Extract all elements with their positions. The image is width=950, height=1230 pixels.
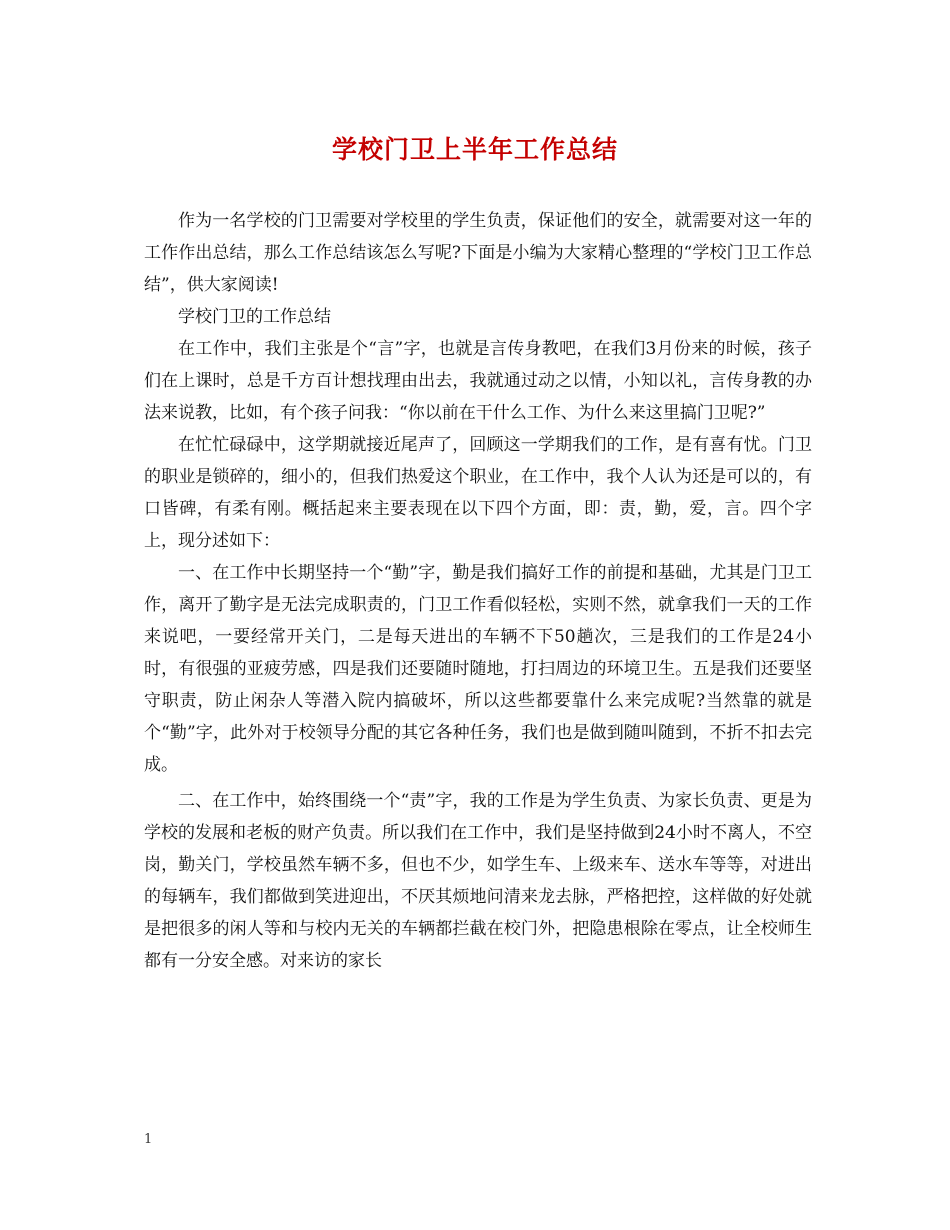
paragraph-yan: 在工作中，我们主张是个“言”字，也就是言传身教吧，在我们3月份来的时候，孩子们在上课时，总是千方百计想找理由出去，我就通过动之以情，小知以礼，言传身教的办法来说教，比如，有个孩子问我：“你以前在干什么工作、为什么来这里搞门卫呢?” xyxy=(144,339,812,423)
document-body xyxy=(144,205,812,977)
paragraph-heading: 学校门卫的工作总结 xyxy=(178,307,331,327)
paragraph-ze: 二、在工作中，始终围绕一个“责”字，我的工作是为学生负责、为家长负责、更是为学校的发展和老板的财产负责。所以我们在工作中，我们是坚持做到24小时不离人，不空岗，勤关门，学校虽然车辆不多，但也不少，如学生车、上级来车、送水车等等，对进出的每辆车，我们都做到笑进迎出，不厌其烦地问清来龙去脉，严格把控，这样做的好处就是把很多的闲人等和与校内无关的车辆都拦截在校门外，把隐患根除在零点，让全校师生都有一分安全感。对来访的家长 xyxy=(144,791,812,971)
paragraph-qin: 一、在工作中长期坚持一个“勤”字，勤是我们搞好工作的前提和基础，尤其是门卫工作，离开了勤字是无法完成职责的，门卫工作看似轻松，实则不然，就拿我们一天的工作来说吧，一要经常开关门，二是每天进出的车辆不下50趟次，三是我们的工作是24小时，有很强的亚疲劳感，四是我们还要随时随地，打扫周边的环境卫生。五是我们还要坚守职责，防止闲杂人等潜入院内搞破坏，所以这些都要靠什么来完成呢?当然靠的就是个“勤”字，此外对于校领导分配的其它各种任务，我们也是做到随叫随到，不折不扣去完成。 xyxy=(144,563,812,775)
paragraph-intro: 作为一名学校的门卫需要对学校里的学生负责，保证他们的安全，就需要对这一年的工作作出总结，那么工作总结该怎么写呢?下面是小编为大家精心整理的“学校门卫工作总结”，供大家阅读! xyxy=(144,211,812,295)
document-title: 学校门卫上半年工作总结 xyxy=(331,135,618,164)
paragraph-overview: 在忙忙碌碌中，这学期就接近尾声了，回顾这一学期我们的工作，是有喜有忧。门卫的职业是锁碎的，细小的，但我们热爱这个职业，在工作中，我个人认为还是可以的，有口皆碑，有柔有刚。概括起来主要表现在以下四个方面，即：责，勤，爱，言。四个字上，现分述如下： xyxy=(144,435,812,551)
page-number: 1 xyxy=(144,1132,153,1147)
